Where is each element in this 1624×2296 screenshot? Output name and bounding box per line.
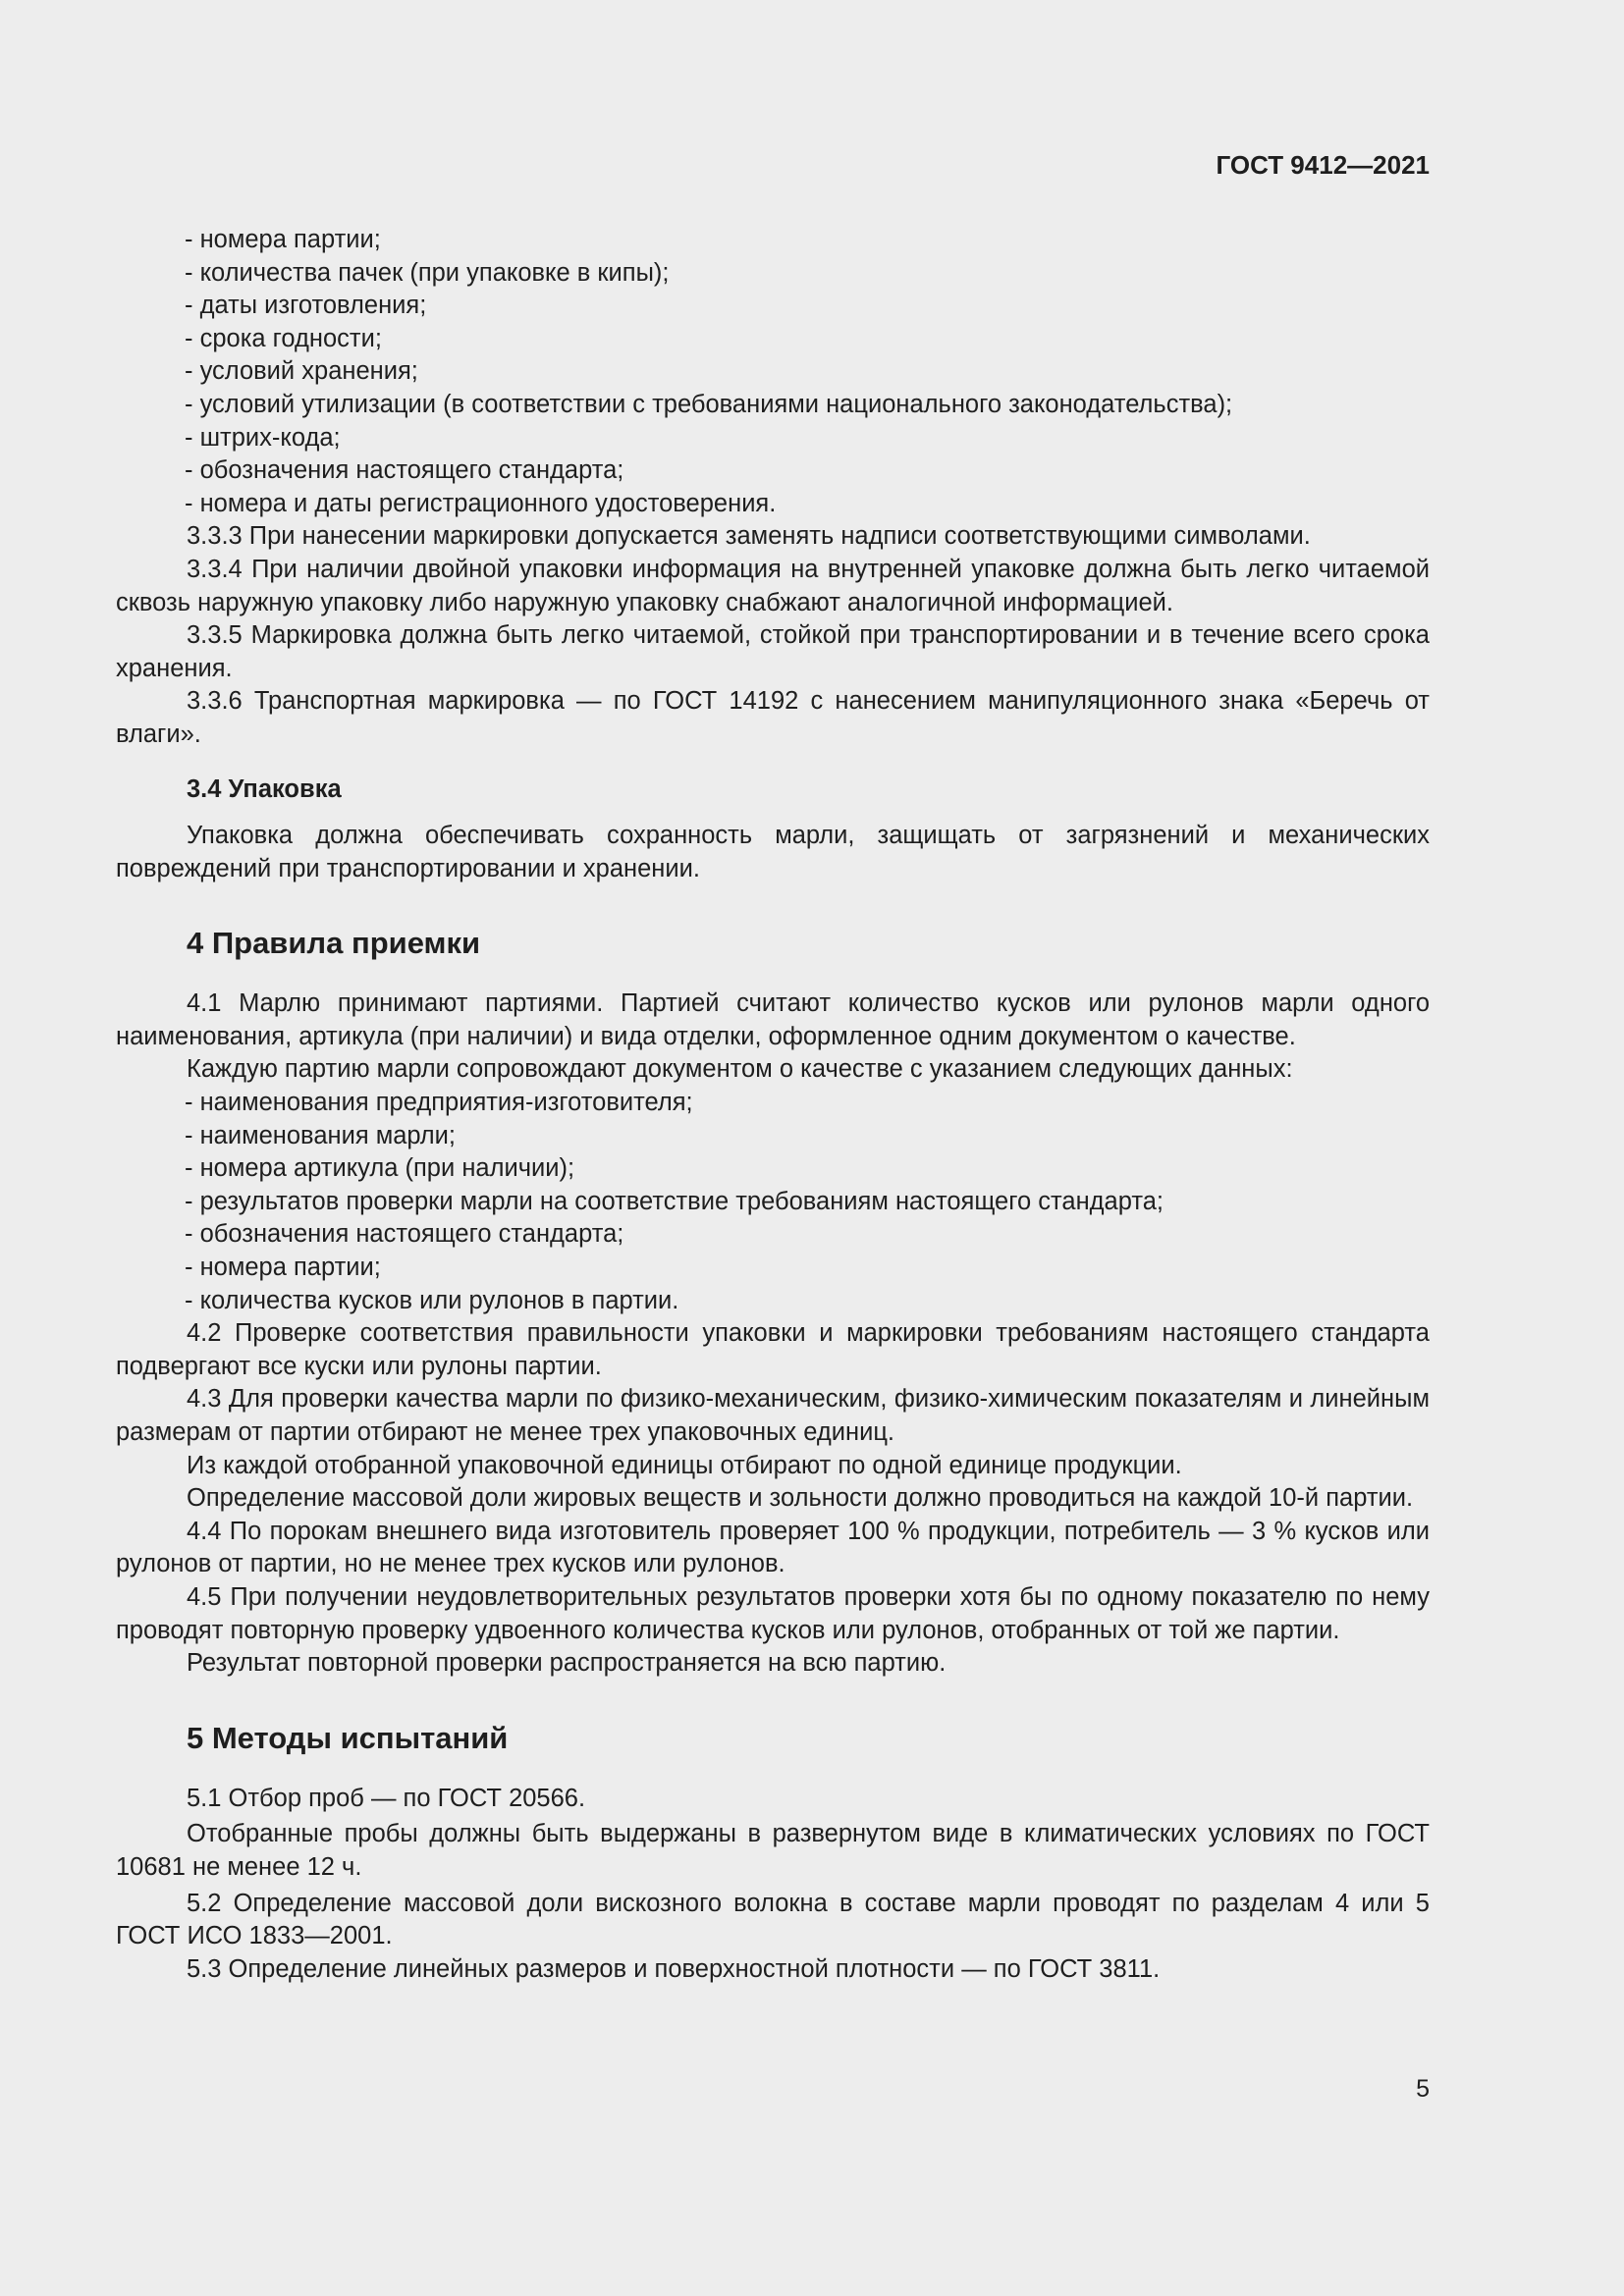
paragraph-4-3-sampling: Из каждой отобранной упаковочной единицы отбирают по одной единице продукции. [187,1451,1182,1479]
paragraph-3-4: Упаковка должна обеспечивать сохранность марли, защищать от загрязнений и механических повреждений при транспортировании и хранении. [116,822,1430,882]
list-item: - наименования предприятия-изготовителя; [185,1089,693,1117]
paragraph-5-2: 5.2 Определение массовой доли вискозного волокна в составе марли проводят по разделам 4 или 5 ГОСТ ИСО 1833—2001. [116,1889,1430,1950]
page-content [116,224,1430,1986]
list-item: - номера артикула (при наличии); [185,1154,575,1183]
paragraph-3-3-6: 3.3.6 Транспортная маркировка — по ГОСТ 14192 с нанесением манипуляционного знака «Беречь от влаги». [116,687,1430,748]
list-item: - результатов проверки марли на соответствие требованиям настоящего стандарта; [185,1187,1164,1215]
paragraph-3-3-3: 3.3.3 При нанесении маркировки допускается заменять надписи соответствующими символами. [187,522,1311,551]
paragraph-5-1: 5.1 Отбор проб — по ГОСТ 20566. [187,1784,586,1812]
paragraph-4-2: 4.2 Проверке соответствия правильности упаковки и маркировки требованиям настоящего стандарта подвергают все куски или рулоны партии. [116,1319,1430,1380]
document-header: ГОСТ 9412—2021 [1216,150,1430,180]
list-item: - обозначения настоящего стандарта; [185,456,624,485]
page-number: 5 [1416,2075,1430,2103]
list-item: - наименования марли; [185,1121,456,1149]
list-item: - условий хранения; [185,357,418,386]
section-heading-5: 5 Методы испытаний [187,1720,509,1755]
paragraph-4-1: 4.1 Марлю принимают партиями. Партией считают количество кусков или рулонов марли одного наименования, артикула (при наличии) и вида отделки, оформленное одним документом о качестве. [116,989,1430,1050]
paragraph-3-3-4: 3.3.4 При наличии двойной упаковки информация на внутренней упаковке должна быть легко читаемой сквозь наружную упаковку либо наружную упаковку снабжают аналогичной информацией. [116,555,1430,616]
list-item: - обозначения настоящего стандарта; [185,1220,624,1249]
paragraph-4-3-fat-ash: Определение массовой доли жировых веществ и зольности должно проводиться на каждой 10-й партии. [187,1484,1414,1513]
paragraph-4-5: 4.5 При получении неудовлетворительных результатов проверки хотя бы по одному показателю по нему проводят повторную проверку удвоенного количества кусков или рулонов, отобранных от той же партии. [116,1582,1430,1644]
list-item: - номера партии; [185,1254,381,1282]
paragraph-4-5-result: Результат повторной проверки распространяется на всю партию. [187,1649,947,1678]
list-item: - номера и даты регистрационного удостоверения. [185,489,777,517]
paragraph-4-1-docs: Каждую партию марли сопровождают документом о качестве с указанием следующих данных: [187,1055,1293,1084]
quality-document-list [116,1087,1430,1317]
marking-list [116,224,1430,520]
paragraph-4-3: 4.3 Для проверки качества марли по физико-механическим, физико-химическим показателям и линейным размерам от партии отбирают не менее трех упаковочных единиц. [116,1385,1430,1446]
list-item: - условий утилизации (в соответствии с требованиями национального законодательства); [185,390,1233,418]
list-item: - количества кусков или рулонов в партии. [185,1286,679,1314]
subsection-heading-3-4: 3.4 Упаковка [187,774,342,803]
list-item: - даты изготовления; [185,292,427,320]
list-item: - количества пачек (при упаковке в кипы); [185,258,670,287]
list-item: - штрих-кода; [185,423,341,452]
paragraph-3-3-5: 3.3.5 Маркировка должна быть легко читаемой, стойкой при транспортировании и в течение всего срока хранения. [116,621,1430,682]
paragraph-5-1-conditioning: Отобранные пробы должны быть выдержаны в развернутом виде в климатических условиях по ГОСТ 10681 не менее 12 ч. [116,1820,1430,1881]
paragraph-5-3: 5.3 Определение линейных размеров и поверхностной плотности — по ГОСТ 3811. [187,1954,1161,1983]
list-item: - срока годности; [185,324,382,352]
list-item: - номера партии; [185,226,381,253]
section-heading-4: 4 Правила приемки [187,926,481,961]
paragraph-4-4: 4.4 По порокам внешнего вида изготовитель проверяет 100 % продукции, потребитель — 3 % кусков или рулонов от партии, но не менее трех кусков или рулонов. [116,1517,1430,1578]
